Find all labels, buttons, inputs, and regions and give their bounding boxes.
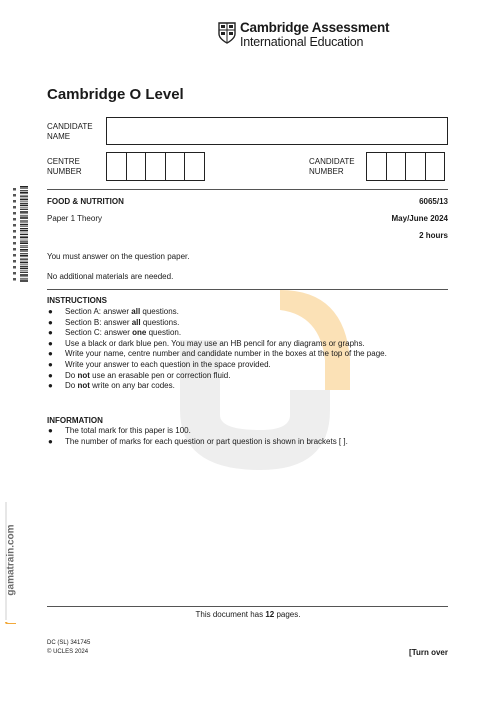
list-item-text: question. (146, 328, 182, 338)
bullet-icon: ● (48, 328, 53, 338)
barcode-digits-icon (12, 186, 18, 282)
list-item (47, 381, 387, 392)
bullet-icon: ● (48, 370, 53, 380)
bullet-icon: ● (48, 307, 53, 316)
side-watermark-text: gamatrain.com (5, 524, 17, 596)
list-item-text: write on any bar codes. (89, 381, 175, 391)
org-line1: Cambridge Assessment (240, 20, 390, 35)
bullet-icon: ● (48, 317, 53, 327)
paper-name: Paper 1 Theory (47, 214, 102, 223)
list-item (47, 426, 348, 437)
list-item-text: Write your name, centre number and candidate number in the boxes at the top of the page. (65, 349, 387, 359)
centre-number-label-line2: NUMBER (47, 167, 82, 176)
list-item-text: The number of marks for each question or part question is shown in brackets [ ]. (65, 436, 348, 446)
centre-number-label (47, 157, 82, 177)
exam-duration: 2 hours (419, 231, 448, 240)
candidate-name-label-line2: NAME (47, 132, 71, 141)
list-item-text: questions. (140, 317, 180, 327)
list-item-text: Section B: answer (65, 317, 132, 327)
list-item (47, 307, 387, 318)
turn-over-label: [Turn over (409, 648, 448, 657)
candidate-number-label-line2: NUMBER (309, 167, 344, 176)
candidate-number-cell[interactable] (425, 152, 446, 181)
list-item-text: Section A: answer (65, 307, 132, 316)
side-watermark-text-wrap (2, 500, 20, 620)
candidate-name-field[interactable] (106, 117, 448, 145)
candidate-number-cell[interactable] (405, 152, 426, 181)
list-item-emphasis: not (77, 381, 90, 391)
list-item-text: questions. (140, 307, 179, 316)
page-count-note (0, 610, 496, 619)
list-item-text: Use a black or dark blue pen. You may use an HB pencil for any diagrams or graphs. (65, 338, 365, 348)
instructions-heading: INSTRUCTIONS (47, 296, 107, 305)
information-heading: INFORMATION (47, 416, 103, 425)
list-item (47, 349, 387, 360)
document-reference: DC (SL) 341745 (47, 640, 91, 646)
centre-number-cell[interactable] (165, 152, 186, 181)
page-count-number: 12 (265, 610, 275, 619)
page-count-post: pages. (274, 610, 301, 619)
candidate-number-cell[interactable] (386, 152, 407, 181)
list-item-text: Write your answer to each question in the space provided. (65, 359, 271, 369)
list-item-emphasis: all (131, 307, 141, 316)
information-list (47, 426, 348, 447)
centre-number-cell[interactable] (126, 152, 147, 181)
list-item-text: The total mark for this paper is 100. (65, 426, 191, 435)
centre-number-cell[interactable] (184, 152, 205, 181)
bullet-icon: ● (48, 359, 53, 369)
list-item-text: use an erasable pen or correction fluid. (89, 370, 231, 380)
centre-number-cell[interactable] (106, 152, 127, 181)
list-item (47, 437, 348, 448)
list-item-emphasis: not (77, 370, 90, 380)
paper-code: 6065/13 (419, 197, 448, 206)
list-item-text: Do (65, 381, 78, 391)
note-answer-on-paper: You must answer on the question paper. (47, 252, 190, 261)
bullet-icon: ● (48, 381, 53, 391)
divider (47, 289, 448, 290)
list-item-text: Do (65, 370, 78, 380)
list-item (47, 339, 387, 350)
bullet-icon: ● (48, 436, 53, 446)
page-title: Cambridge O Level (47, 86, 184, 103)
exam-session: May/June 2024 (391, 214, 448, 223)
centre-number-field (106, 152, 205, 181)
list-item (47, 318, 387, 329)
copyright: © UCLES 2024 (47, 649, 89, 655)
instructions-list (47, 307, 387, 392)
bullet-icon: ● (48, 349, 53, 359)
divider (47, 189, 448, 190)
cambridge-logo (218, 20, 390, 50)
bullet-icon: ● (48, 338, 53, 348)
centre-number-label-line1: CENTRE (47, 157, 80, 166)
candidate-name-label-line1: CANDIDATE (47, 122, 93, 131)
centre-number-cell[interactable] (145, 152, 166, 181)
list-item (47, 328, 387, 339)
barcode-icon (20, 186, 28, 282)
candidate-number-field (366, 152, 445, 181)
list-item-emphasis: all (131, 317, 141, 327)
bullet-icon: ● (48, 426, 53, 435)
divider (47, 606, 448, 607)
candidate-number-cell[interactable] (366, 152, 387, 181)
list-item-emphasis: one (132, 328, 147, 338)
candidate-name-label (47, 122, 93, 142)
candidate-number-label (309, 157, 355, 177)
page-count-pre: This document has (195, 610, 266, 619)
note-materials: No additional materials are needed. (47, 272, 174, 281)
list-item (47, 371, 387, 382)
list-item (47, 360, 387, 371)
crest-icon (218, 22, 236, 44)
list-item-text: Section C: answer (65, 328, 133, 338)
org-line2: International Education (240, 35, 364, 49)
candidate-number-label-line1: CANDIDATE (309, 157, 355, 166)
subject-name: FOOD & NUTRITION (47, 197, 124, 206)
